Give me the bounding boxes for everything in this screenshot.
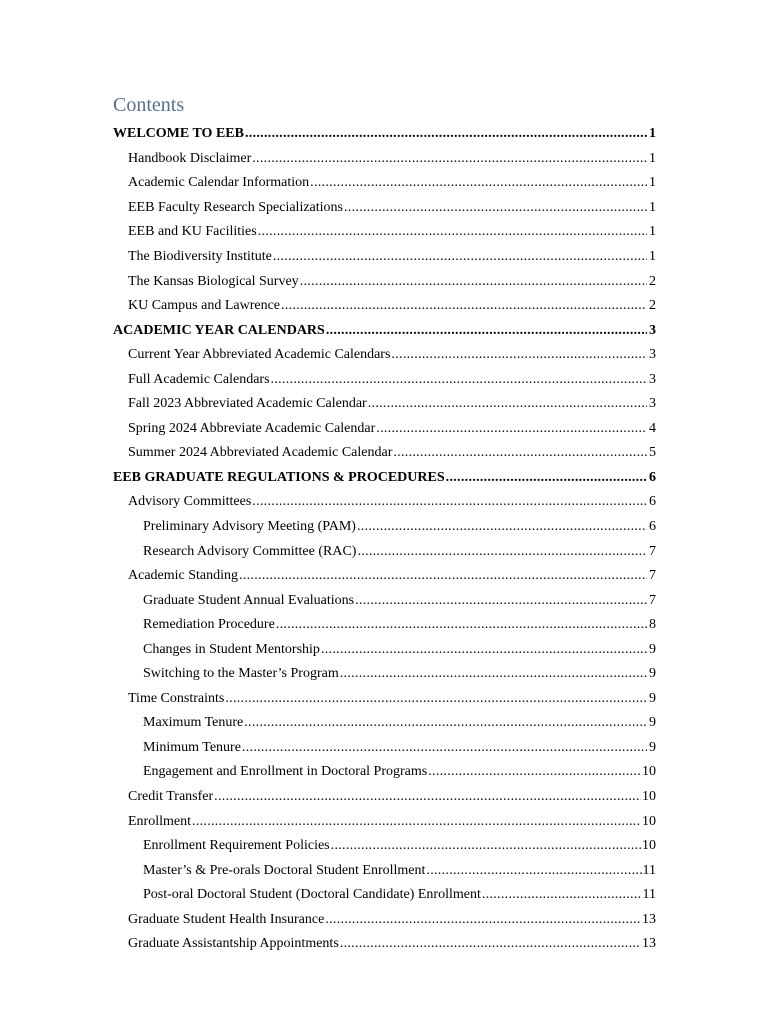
toc-entry-title: Academic Calendar Information (128, 175, 310, 191)
toc-entry[interactable] (0, 122, 770, 147)
toc-dot-leader (242, 739, 647, 757)
toc-entry-title: Academic Standing (128, 568, 239, 584)
toc-entry-title: Engagement and Enrollment in Doctoral Programs (143, 764, 428, 780)
toc-dot-leader (391, 346, 647, 364)
toc-entry[interactable] (0, 883, 770, 908)
toc-page-number: 4 (649, 420, 656, 436)
toc-entry-title: Graduate Student Annual Evaluations (143, 592, 355, 608)
toc-dot-leader (331, 837, 641, 855)
toc-entry-title: Minimum Tenure (143, 739, 241, 755)
toc-entry[interactable] (0, 171, 770, 196)
toc-entry[interactable] (0, 588, 770, 613)
toc-entry-title: The Kansas Biological Survey (128, 273, 299, 289)
toc-dot-leader (340, 665, 647, 683)
toc-entry[interactable] (0, 760, 770, 785)
toc-page-number: 1 (649, 199, 656, 215)
toc-dot-leader (357, 543, 647, 561)
toc-entry[interactable] (0, 318, 770, 343)
toc-page-number: 9 (649, 739, 656, 755)
toc-entry[interactable] (0, 515, 770, 540)
toc-dot-leader (239, 567, 647, 585)
toc-entry-title: Credit Transfer (128, 789, 214, 805)
toc-entry[interactable] (0, 245, 770, 270)
toc-entry[interactable] (0, 220, 770, 245)
toc-entry-title: Enrollment Requirement Policies (143, 838, 330, 854)
toc-dot-leader (192, 813, 641, 831)
toc-dot-leader (393, 444, 647, 462)
toc-dot-leader (244, 714, 647, 732)
toc-dot-leader (326, 322, 647, 340)
toc-entry-title: ACADEMIC YEAR CALENDARS (113, 322, 325, 338)
toc-entry-title: Master’s & Pre-orals Doctoral Student Enrollment (143, 862, 426, 878)
toc-page-number: 1 (649, 175, 656, 191)
toc-page-number: 9 (649, 715, 656, 731)
toc-entry[interactable] (0, 343, 770, 368)
toc-dot-leader (368, 395, 647, 413)
toc-entry-title: Preliminary Advisory Meeting (PAM) (143, 519, 356, 535)
toc-page-number: 3 (649, 396, 656, 412)
toc-dot-leader (271, 371, 647, 389)
toc-entry-title: KU Campus and Lawrence (128, 298, 281, 314)
toc-page-number: 6 (649, 519, 656, 535)
toc-entry-title: Handbook Disclaimer (128, 150, 252, 166)
toc-page-number: 2 (649, 273, 656, 289)
toc-page-number: 5 (649, 445, 656, 461)
toc-entry-title: Full Academic Calendars (128, 371, 270, 387)
toc-entry[interactable] (0, 858, 770, 883)
toc-entry[interactable] (0, 662, 770, 687)
toc-dot-leader (281, 297, 647, 315)
toc-entry-title: WELCOME TO EEB (113, 126, 244, 142)
toc-page-number: 6 (649, 469, 656, 485)
toc-page-number: 1 (649, 224, 656, 240)
toc-entry[interactable] (0, 466, 770, 491)
toc-dot-leader (273, 248, 647, 266)
toc-page-number: 1 (649, 126, 656, 142)
toc-dot-leader (225, 690, 647, 708)
toc-entry[interactable] (0, 834, 770, 859)
toc-dot-leader (428, 763, 641, 781)
toc-entry-title: The Biodiversity Institute (128, 249, 272, 264)
toc-page-number: 6 (649, 494, 656, 510)
toc-dot-leader (344, 199, 647, 217)
toc-page-number: 10 (642, 764, 656, 780)
toc-entry[interactable] (0, 564, 770, 589)
toc-entry[interactable] (0, 785, 770, 810)
toc-dot-leader (357, 518, 647, 536)
toc-dot-leader (325, 911, 641, 929)
toc-dot-leader (376, 420, 647, 438)
toc-dot-leader (276, 616, 647, 634)
toc-dot-leader (482, 886, 642, 904)
toc-heading: Contents (113, 94, 185, 116)
toc-dot-leader (446, 469, 647, 487)
toc-entry-title: Maximum Tenure (143, 715, 244, 731)
toc-entry[interactable] (0, 269, 770, 294)
toc-dot-leader (214, 788, 641, 806)
toc-entry[interactable] (0, 711, 770, 736)
toc-page-number: 7 (649, 592, 656, 608)
toc-dot-leader (252, 150, 647, 168)
toc-entry[interactable] (0, 490, 770, 515)
toc-entry[interactable] (0, 367, 770, 392)
toc-page-number: 10 (642, 813, 656, 829)
toc-entry-title: Advisory Committees (128, 494, 252, 510)
toc-page-number: 3 (649, 371, 656, 387)
toc-entry-title: Remediation Procedure (143, 617, 275, 633)
toc-entry[interactable] (0, 539, 770, 564)
toc-entry-title: EEB Faculty Research Specializations (128, 199, 343, 215)
toc-page-number: 11 (642, 862, 656, 878)
toc-entry[interactable] (0, 294, 770, 319)
toc-dot-leader (258, 223, 647, 241)
toc-entry-title: Time Constraints (128, 690, 225, 706)
toc-page-number: 7 (649, 543, 656, 559)
toc-page-number: 1 (649, 249, 656, 264)
toc-entry[interactable] (0, 392, 770, 417)
toc-entry[interactable] (0, 613, 770, 638)
toc-entry-title: Current Year Abbreviated Academic Calendars (128, 347, 391, 363)
toc-entry[interactable] (0, 196, 770, 221)
toc-entry[interactable] (0, 637, 770, 662)
toc-page-number: 1 (649, 150, 656, 166)
toc-entry-title: Graduate Student Health Insurance (128, 911, 325, 927)
toc-entry-title: Summer 2024 Abbreviated Academic Calendar (128, 445, 393, 461)
toc-entry-title: Fall 2023 Abbreviated Academic Calendar (128, 396, 367, 412)
toc-page-number: 9 (649, 666, 656, 682)
toc-entry-title: EEB GRADUATE REGULATIONS & PROCEDURES (113, 469, 445, 485)
toc-page-number: 3 (649, 347, 656, 363)
toc-page-number: 10 (642, 838, 656, 854)
toc-page-number: 3 (649, 322, 656, 338)
toc-entry[interactable] (0, 441, 770, 466)
toc-entry[interactable] (0, 687, 770, 712)
toc-page-number: 11 (642, 887, 656, 903)
toc-entry[interactable] (0, 147, 770, 172)
toc-page-number: 8 (649, 617, 656, 633)
toc-entry-title: Spring 2024 Abbreviate Academic Calendar (128, 420, 376, 436)
toc-entry[interactable] (0, 417, 770, 442)
toc-entry-title: Changes in Student Mentorship (143, 641, 320, 657)
table-of-contents (0, 122, 770, 957)
toc-page-number: 13 (642, 911, 656, 927)
toc-page-number: 13 (642, 936, 656, 952)
toc-dot-leader (426, 862, 641, 880)
toc-entry-title: Enrollment (128, 813, 191, 829)
toc-entry[interactable] (0, 736, 770, 761)
toc-dot-leader (340, 935, 641, 953)
toc-entry-title: Post-oral Doctoral Student (Doctoral Candidate) Enrollment (143, 887, 481, 903)
toc-dot-leader (355, 592, 647, 610)
toc-entry[interactable] (0, 932, 770, 957)
toc-dot-leader (321, 641, 647, 659)
toc-page-number: 2 (649, 298, 656, 314)
toc-entry-title: Graduate Assistantship Appointments (128, 936, 339, 952)
toc-page-number: 9 (649, 641, 656, 657)
toc-entry[interactable] (0, 908, 770, 933)
toc-entry-title: Switching to the Master’s Program (143, 666, 339, 682)
toc-dot-leader (300, 273, 647, 291)
toc-page-number: 9 (649, 690, 656, 706)
toc-page-number: 7 (649, 568, 656, 584)
toc-page-number: 10 (642, 789, 656, 805)
toc-dot-leader (245, 125, 647, 143)
toc-entry-title: EEB and KU Facilities (128, 224, 257, 240)
toc-entry-title: Research Advisory Committee (RAC) (143, 543, 357, 559)
toc-entry[interactable] (0, 809, 770, 834)
toc-dot-leader (310, 174, 647, 192)
toc-dot-leader (252, 493, 647, 511)
